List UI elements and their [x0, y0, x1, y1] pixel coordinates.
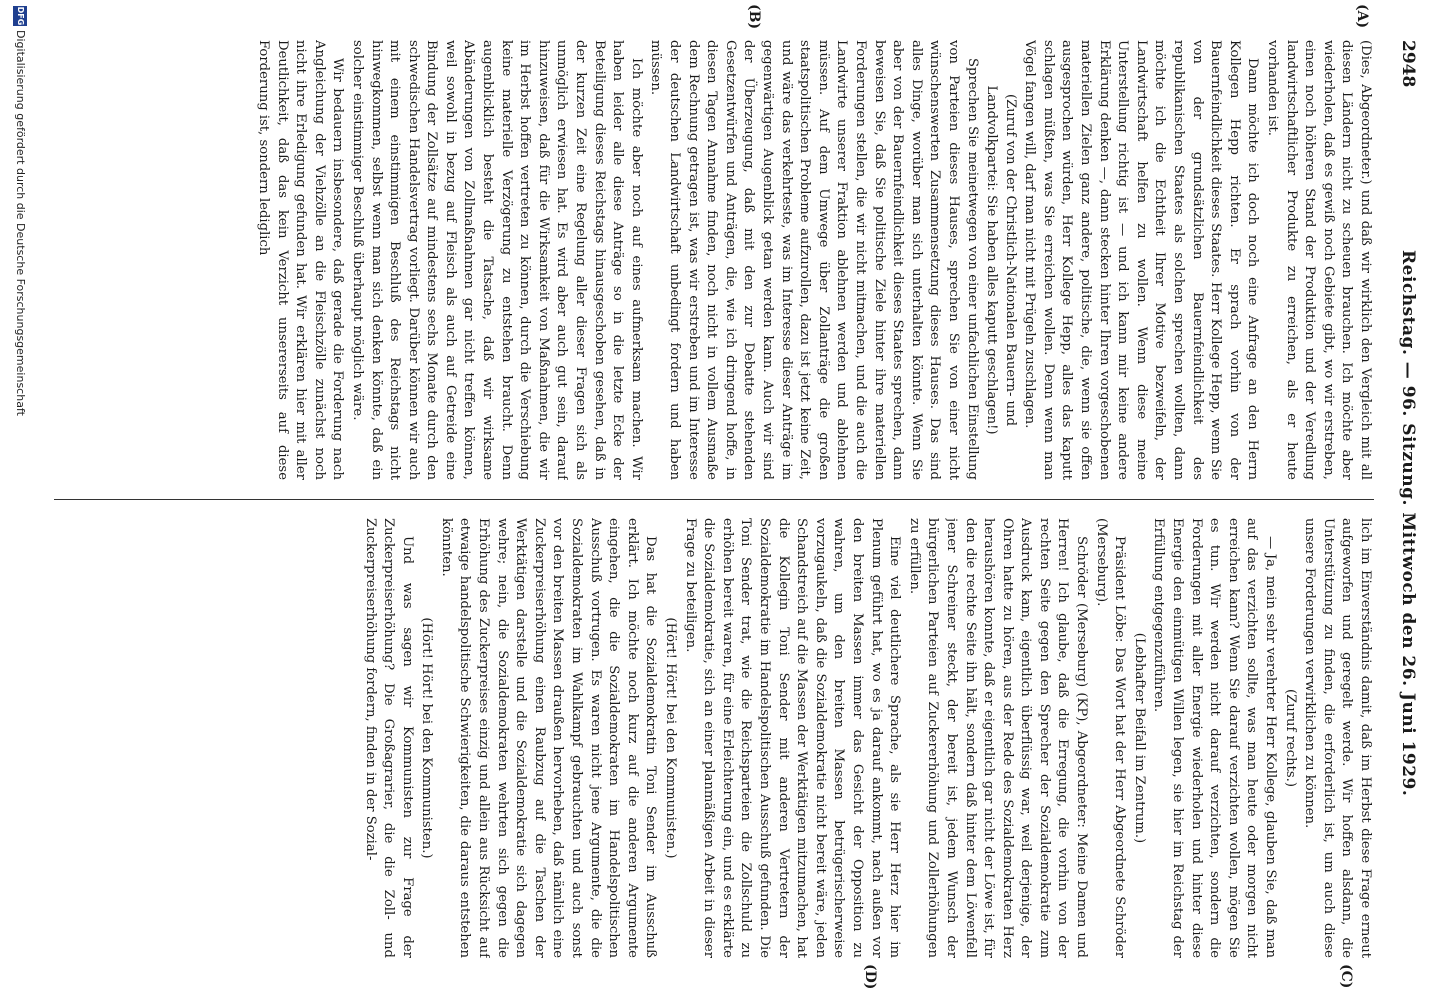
funding-note: Digitalisierung gefördert durch die Deutsche Forschungsgemeinschaft [14, 30, 27, 416]
margin-marker-b: (B) [746, 4, 762, 30]
text-columns [54, 40, 1374, 960]
digitization-footer [8, 0, 30, 1000]
page-header [1382, 40, 1418, 960]
interjection: (Lebhafter Beifall im Zentrum.) [1131, 632, 1147, 844]
paragraph: Ich möchte aber noch auf eines aufmerksam machen. Wir haben leider alle diese Anträge so in die letzte Ecke der Beteiligung dieses Reichstags hinausgeschoben gesehen, daß in der kurzen Zeit eine Regelung aller dieser Fragen sich als unmöglich erwiesen hat. Es wird aber auch gut sein, darauf hinzuweisen, daß für die Wirksamkeit von Maßnahmen, die wir im Herbst hoffen vertreten zu können, durch die Verschiebung keine materielle Verzögerung zu entstehen braucht. Denn augenblicklich besteht die Tatsache, daß wir wirksame Abänderungen von Zollmaßnahmen gar nicht treffen können, weil sowohl in bezug auf Fleisch als auch auf Getreide eine Bindung der Zollsätze auf mindestens sechs Monate durch den schwedischen Handelsvertrag vorliegt. Darüber können wir auch mit einem einstimmigen Beschluß des Reichstags nicht hinwegkommen, selbst wenn man sich denken könnte, daß ein solcher einstimmiger Beschluß überhaupt möglich wäre. [349, 40, 644, 480]
running-title: Reichstag. — 96. Sitzung. Mittwoch den 26. Juni 1929. [1398, 250, 1418, 797]
paragraph: Eine viel deutlichere Sprache, als sie Herr Herz hier im Plenum geführt hat, wo es ja darauf ankommt, nach außen vor den breiten Massen immer das Gesicht der Opposition zu wahren, um den breiten Massen betrügerischerweise vorzugaukeln, daß die Sozialdemokratie nicht bereit wäre, jeden Schandstreich auf die Massen der Werktätigen mitzumachen, hat die Kollegin Toni Sender mit anderen Vertretern der Sozialdemokratie im Handelspolitischen Ausschuß gefunden. Die Toni Sender trat, wie die Reichsparteien die Zollschuld zu erhöhen bereit waren, für eine Erleichterung ein, und es erklärte die Sozialdemokratie, sich an einer planmäßigen Arbeit in dieser Frage zu beteiligen. [682, 518, 903, 958]
paragraph: Dann möchte ich doch noch eine Anfrage an den Herrn Kollegen Hepp richten. Er sprach vorhin von der Bauernfeindlichkeit dieses Staates. Herr Kollege Hepp, wenn Sie von der grundsätzlichen Bauernfeindlichkeit des republikanischen Staates als solchen sprechen wollten, dann möchte ich die Echtheit Ihrer Motive bezweifeln, der Landwirtschaft helfen zu wollen. Wenn diese meine Unterstellung richtig ist — und ich kann mir keine andere Erklärung denken —, dann stecken hinter Ihren vorgeschobenen materiellen Zielen ganz andere, politische, die, wenn sie offen ausgesprochen würden, Herr Kollege Hepp, alles das kaputt schlagen müßten, was Sie erreichen wollen. Denn wenn man Vögel fangen will, darf man nicht mit Prügeln zuschlagen. [1022, 40, 1261, 480]
interjection: (Zuruf rechts.) [1282, 688, 1298, 788]
page-number: 2948 [1398, 40, 1418, 88]
paragraph: Das hat die Sozialdemokratin Toni Sender im Ausschuß erklärt. Ich möchte noch kurz auf die anderen Argumente eingehen, die die Sozialdemokraten im Handelspolitischen Ausschuß vortrugen. Es waren nicht jene Argumente, die die Sozialdemokraten im Wahlkampf gebrauchten und auch sonst vor den breiten Massen draußen hervorheben, daß nämlich eine Zuckerpreiserhöhung einen Raubzug auf die Taschen der Werktätigen darstelle und die Sozialdemokratie sich dagegen wehre; nein, die Sozialdemokraten wehrten sich gegen die Erhöhung des Zuckerpreises einzig und allein aus Rücksicht auf etwaige handelspolitische Schwierigkeiten, die daraus entstehen könnten. [438, 518, 659, 958]
paragraph: (Dies, Abgeordneter.) und daß wir wirklich den Vergleich mit all diesen Ländern nicht zu scheuen brauchen. Ich möchte aber wiederholen, daß es gewiß noch Gebiete gibt, wo wir erstreben, einen noch höheren Stand der Produktion und der Veredlung landwirtschaftlicher Produkte zu erreichen, als er heute vorhanden ist. [1265, 40, 1373, 480]
paragraph: Und was sagen wir Kommunisten zur Frage der Zuckerpreiserhöhung? Die Großagrarier, die die Zoll- und Zuckerpreiserhöhung fordern, finden in der Sozial- [362, 518, 415, 958]
interjection: (Hört! Hört! bei den Kommunisten.) [663, 617, 679, 859]
paragraph: Sprechen Sie meinetwegen von einer unfachlichen Einstellung von Parteien dieses Hauses, sprechen Sie von einer nicht wünschenswerten Zusammensetzung dieses Hauses. Das sind alles Dinge, worüber man sich unterhalten könnte. Wenn Sie aber von der Bauernfeindlichkeit dieses Staates sprechen, dann beweisen Sie, daß Sie politische Ziele hinter ihre materiellen Forderungen stellen, die wir nicht mitmachen, und die auch die Landwirte unserer Fraktion ablehnen werden und ablehnen müssen. Auf dem Umwege über Zollanträge die großen staatspolitischen Probleme aufzurollen, dazu ist jetzt keine Zeit, und wäre das verkehrteste, was im Interesse dieser Anträge im gegenwärtigen Augenblick getan werden kann. Auch wir sind der Überzeugung, daß mit den zur Debatte stehenden Gesetzentwürfen und Anträgen, die, wie ich dringend hoffe, in diesen Tagen Annahme finden, noch nicht in vollem Ausmaße dem Rechnung getragen ist, was wir erstreben und im Interesse der deutschen Landwirtschaft unbedingt fordern und haben müssen. [648, 40, 980, 480]
interjection: (Zuruf von der Christlich-Nationalen Bauern- und Landvolkpartei: Sie haben alles kaputt geschlagen!) [984, 85, 1018, 435]
margin-marker-d: (D) [862, 964, 878, 990]
speaker-paragraph: Schröder (Merseburg) (KP), Abgeordneter: Meine Damen und Herren! Ich glaube, daß die Erregung, die vorhin von der rechten Seite gegen den Sprecher der Sozialdemokratie zum Ausdruck kam, eigentlich überflüssig war, weil derjenige, der Ohren hatte zu hören, aus der Rede des Sozialdemokraten Herz heraushören konnte, daß er eigentlich gar nicht der Löwe ist, für den die rechte Seite ihn hält, sondern daß hinter dem Löwenfell jener Schreiner steckt, der bereit ist, jedem Wunsch der bürgerlichen Parteien auf Zuckererhöhung und Zollerhöhungen zu erfüllen. [906, 518, 1090, 958]
interjection: (Hört! Hört! bei den Kommunisten.) [419, 617, 435, 859]
paragraph: Wir bedauern insbesondere, daß gerade die Forderung nach Angleichung der Viehzölle an die Fleischzölle zunächst noch nicht ihre Erledigung gefunden hat. Wir erklären hier mit aller Deutlichkeit, daß das kein Verzicht unsererseits auf diese Forderung ist, sondern lediglich [255, 40, 346, 480]
speaker-paragraph: Präsident Löbe: Das Wort hat der Herr Abgeordnete Schröder (Merseburg). [1093, 518, 1128, 958]
dfg-logo: DFG [13, 6, 27, 26]
paragraph: lich im Einverständnis damit, daß im Herbst diese Frage erneut aufgeworfen und geregelt werde. Wir hoffen alsdann, die Unterstützung zu finden, die erforderlich ist, um auch diese unsere Forderungen verwirklichen zu können. [1302, 518, 1373, 958]
column-divider [54, 499, 1374, 500]
right-column [54, 518, 1374, 958]
paragraph: — Ja, mein sehr verehrter Herr Kollege, glauben Sie, daß man auf das verzichten sollte, was man heute oder morgen nicht erreichen kann? Wenn Sie darauf verzichten wollen, mögen Sie es tun. Wir werden nicht darauf verzichten, sondern die Forderungen mit aller Energie wiederholen und hinter diese Energie den einmütigen Willen legen, sie hier im Reichstag der Erfüllung entgegenzuführen. [1151, 518, 1279, 958]
margin-marker-a: (A) [1354, 4, 1370, 29]
left-column [54, 40, 1374, 480]
margin-marker-c: (C) [1338, 964, 1354, 989]
